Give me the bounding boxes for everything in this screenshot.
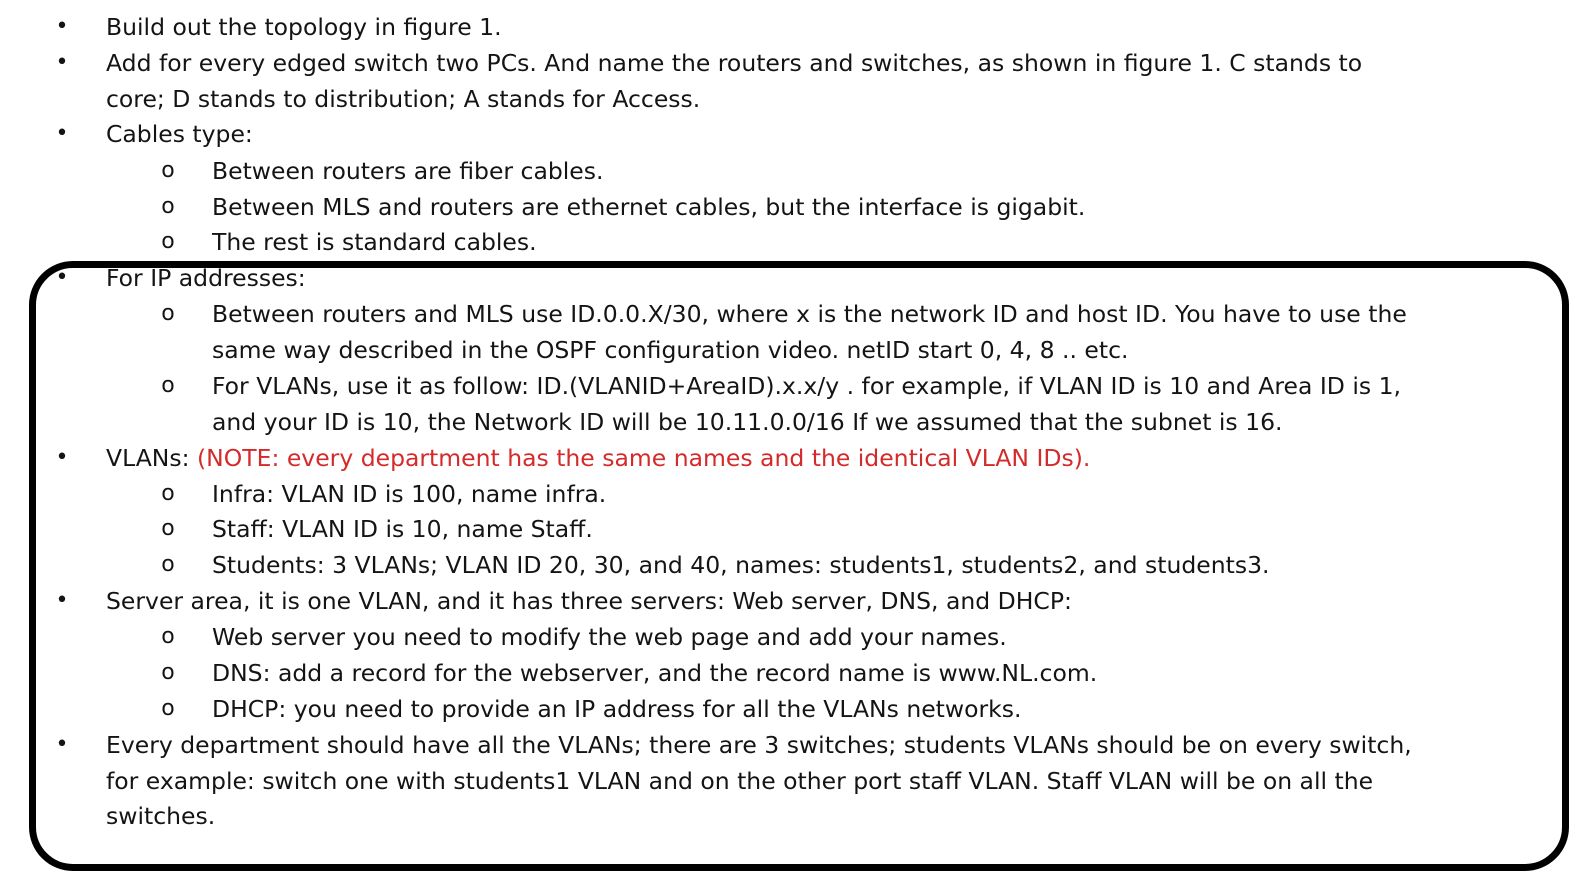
sub-item-text: Web server you need to modify the web page and add your names. (212, 623, 1007, 651)
sub-bullet-marker: o (161, 158, 175, 183)
sub-bullet-marker: o (161, 194, 175, 219)
bullet-marker: • (55, 265, 69, 290)
sub-bullet-marker: o (161, 696, 175, 721)
bullet-marker: • (55, 14, 69, 39)
vlans-label: VLANs: (106, 444, 197, 472)
list-item-text: for example: switch one with students1 VLAN and on the other port staff VLAN. Staff VLAN will be on all the (106, 767, 1374, 795)
sub-bullet-marker: o (161, 301, 175, 326)
list-item-text: Cables type: (106, 120, 253, 148)
sub-bullet-marker: o (161, 373, 175, 398)
sub-item-text: Between routers are fiber cables. (212, 157, 604, 185)
list-item-text: For IP addresses: (106, 264, 306, 292)
list-item-text: Add for every edged switch two PCs. And name the routers and switches, as shown in figure 1. C stands to (106, 49, 1363, 77)
bullet-marker: • (55, 588, 69, 613)
bullet-marker: • (55, 732, 69, 757)
sub-item-text: Infra: VLAN ID is 100, name infra. (212, 480, 607, 508)
sub-bullet-marker: o (161, 516, 175, 541)
list-item-text (106, 440, 1090, 476)
list-item-text: Build out the topology in figure 1. (106, 13, 502, 41)
sub-bullet-marker: o (161, 552, 175, 577)
sub-bullet-marker: o (161, 229, 175, 254)
sub-item-text: Students: 3 VLANs; VLAN ID 20, 30, and 40, names: students1, students2, and students3. (212, 551, 1270, 579)
vlans-note: (NOTE: every department has the same names and the identical VLAN IDs). (197, 444, 1091, 472)
list-item-text: Every department should have all the VLANs; there are 3 switches; students VLANs should be on every switch, (106, 731, 1412, 759)
list-item-text: core; D stands to distribution; A stands for Access. (106, 85, 701, 113)
sub-item-text: DNS: add a record for the webserver, and the record name is www.NL.com. (212, 659, 1098, 687)
list-item-text: switches. (106, 802, 216, 830)
list-item-text: Server area, it is one VLAN, and it has three servers: Web server, DNS, and DHCP: (106, 587, 1072, 615)
bullet-marker: • (55, 121, 69, 146)
sub-item-text: Between MLS and routers are ethernet cables, but the interface is gigabit. (212, 193, 1086, 221)
sub-item-text: DHCP: you need to provide an IP address for all the VLANs networks. (212, 695, 1022, 723)
sub-item-text: Staff: VLAN ID is 10, name Staff. (212, 515, 593, 543)
sub-item-text: and your ID is 10, the Network ID will be 10.11.0.0/16 If we assumed that the subnet is 16. (212, 408, 1283, 436)
sub-item-text: same way described in the OSPF configuration video. netID start 0, 4, 8 .. etc. (212, 336, 1129, 364)
sub-bullet-marker: o (161, 481, 175, 506)
sub-item-text: The rest is standard cables. (212, 228, 537, 256)
sub-item-text: For VLANs, use it as follow: ID.(VLANID+AreaID).x.x/y . for example, if VLAN ID is 10 and Area ID is 1, (212, 372, 1402, 400)
bullet-marker: • (55, 50, 69, 75)
sub-bullet-marker: o (161, 660, 175, 685)
sub-bullet-marker: o (161, 624, 175, 649)
bullet-marker: • (55, 445, 69, 470)
sub-item-text: Between routers and MLS use ID.0.0.X/30, where x is the network ID and host ID. You have to use the (212, 300, 1407, 328)
